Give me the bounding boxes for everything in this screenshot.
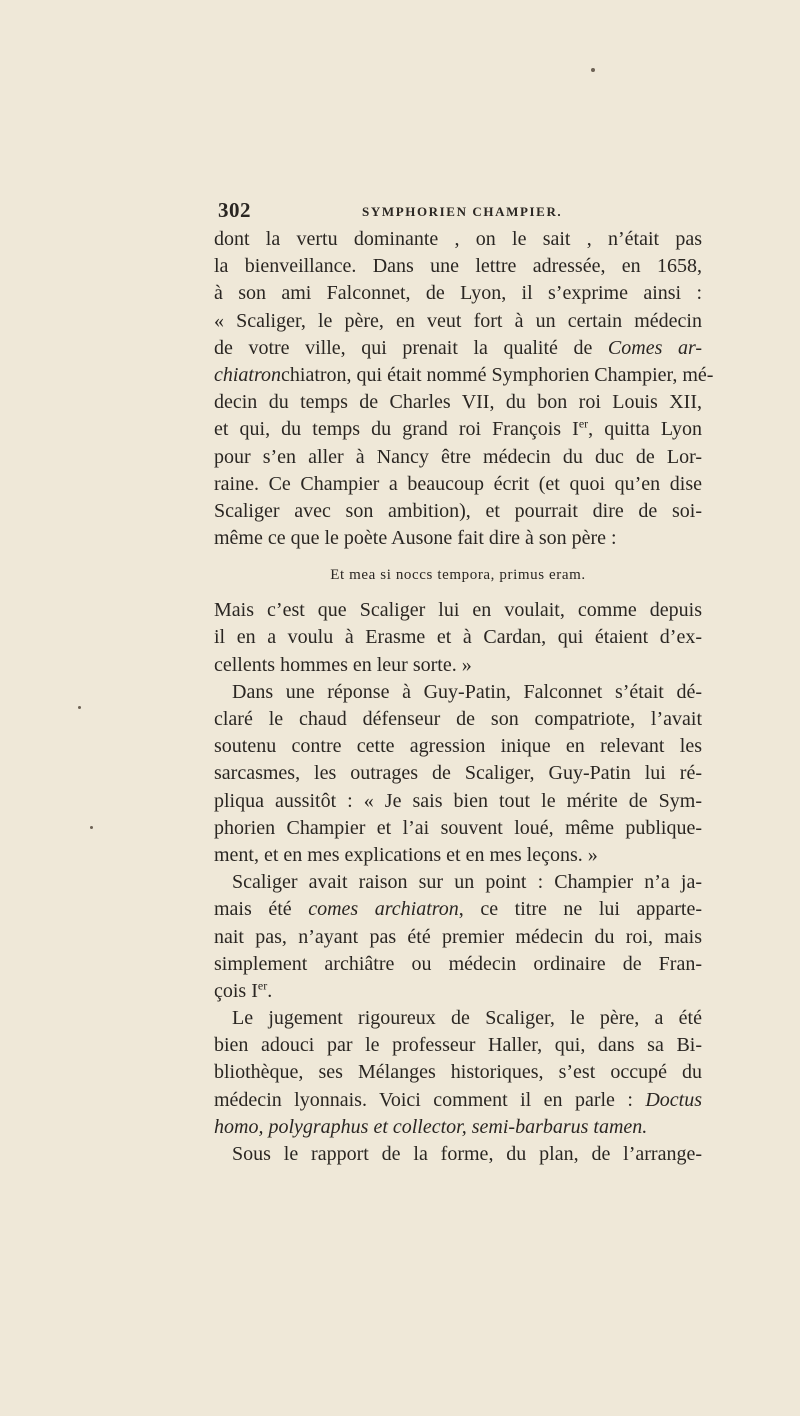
italic-term: chiatron	[214, 363, 282, 386]
text-line	[214, 335, 702, 362]
paper-speck	[591, 68, 595, 72]
text-line: dont la vertu dominante , on le sait , n’était pas	[214, 228, 702, 250]
text-line: à son ami Falconnet, de Lyon, il s’exprime ainsi :	[214, 282, 702, 305]
paper-speck	[90, 826, 93, 829]
text-line	[214, 1114, 702, 1141]
italic-term: Comes ar-	[607, 336, 702, 359]
body-text	[214, 226, 714, 1168]
text-line: phorien Champier et l’ai souvent loué, même publique-	[214, 816, 702, 839]
italic-term: homo, polygraphus et collector, semi-barbarus tamen.	[214, 1115, 648, 1138]
text-segment: mais été	[214, 898, 309, 921]
text-line: sarcasmes, les outrages de Scaliger, Guy-Patin lui ré-	[214, 762, 702, 785]
text-line: pliqua aussitôt : « Je sais bien tout le mérite de Sym-	[214, 789, 702, 812]
italic-term: Doctus	[645, 1088, 702, 1111]
running-head: SYMPHORIEN CHAMPIER.	[362, 204, 563, 219]
text-line: ment, et en mes explications et en mes leçons. »	[214, 843, 598, 866]
text-segment: , quitta Lyon	[588, 418, 702, 441]
text-segment: çois I	[214, 979, 258, 1002]
text-line: Le jugement rigoureux de Scaliger, le père, a été	[232, 1007, 702, 1030]
text-line	[214, 978, 702, 1005]
text-segment: de votre ville, qui prenait la qualité de	[214, 336, 608, 359]
text-line: « Scaliger, le père, en veut fort à un certain médecin	[214, 309, 702, 332]
text-line: bliothèque, ses Mélanges historiques, s’est occupé du	[214, 1061, 702, 1084]
text-line	[214, 362, 714, 389]
superscript: er	[578, 416, 589, 431]
text-segment: médecin lyonnais. Voici comment il en parle :	[214, 1088, 646, 1111]
text-line: claré le chaud défenseur de son compatriote, l’avait	[214, 708, 702, 730]
text-line: Sous le rapport de la forme, du plan, de l’arrange-	[232, 1143, 702, 1165]
text-line: il en a voulu à Erasme et à Cardan, qui étaient d’ex-	[214, 626, 702, 649]
paper-speck	[78, 706, 81, 709]
text-line: Dans une réponse à Guy-Patin, Falconnet s’était dé-	[232, 680, 702, 703]
text-line: Scaliger avec son ambition), et pourrait dire de soi-	[214, 499, 702, 522]
text-line: la bienveillance. Dans une lettre adressée, en 1658,	[214, 255, 702, 278]
text-line: même ce que le poète Ausone fait dire à son père :	[214, 527, 617, 550]
text-line: bien adouci par le professeur Haller, qui, dans sa Bi-	[214, 1034, 702, 1057]
text-line: Scaliger avait raison sur un point : Champier n’a ja-	[232, 871, 702, 894]
text-segment: chiatron, qui était nommé Symphorien Champier, mé-	[281, 363, 714, 386]
verse-quote: Et mea si noccs tempora, primus eram.	[330, 567, 586, 584]
text-segment: .	[267, 979, 273, 1002]
text-segment: et qui, du temps du grand roi François I	[214, 418, 579, 441]
text-line: soutenu contre cette agression inique en relevant les	[214, 735, 702, 758]
text-line	[214, 416, 702, 443]
text-line: simplement archiâtre ou médecin ordinaire de Fran-	[214, 952, 702, 975]
text-line	[214, 896, 702, 923]
page-header	[214, 198, 702, 224]
text-line: cellents hommes en leur sorte. »	[214, 653, 472, 676]
text-line: nait pas, n’ayant pas été premier médecin du roi, mais	[214, 925, 702, 948]
text-segment: , ce titre ne lui apparte-	[458, 898, 702, 921]
text-line: decin du temps de Charles VII, du bon roi Louis XII,	[214, 391, 702, 414]
italic-term: comes archiatron	[308, 898, 459, 921]
page-number: 302	[218, 198, 251, 222]
text-line: raine. Ce Champier a beaucoup écrit (et quoi qu’en dise	[214, 472, 702, 495]
text-line: Mais c’est que Scaliger lui en voulait, comme depuis	[214, 599, 702, 622]
superscript: er	[257, 978, 268, 993]
text-line	[214, 1087, 702, 1114]
text-line: pour s’en aller à Nancy être médecin du duc de Lor-	[214, 445, 702, 468]
